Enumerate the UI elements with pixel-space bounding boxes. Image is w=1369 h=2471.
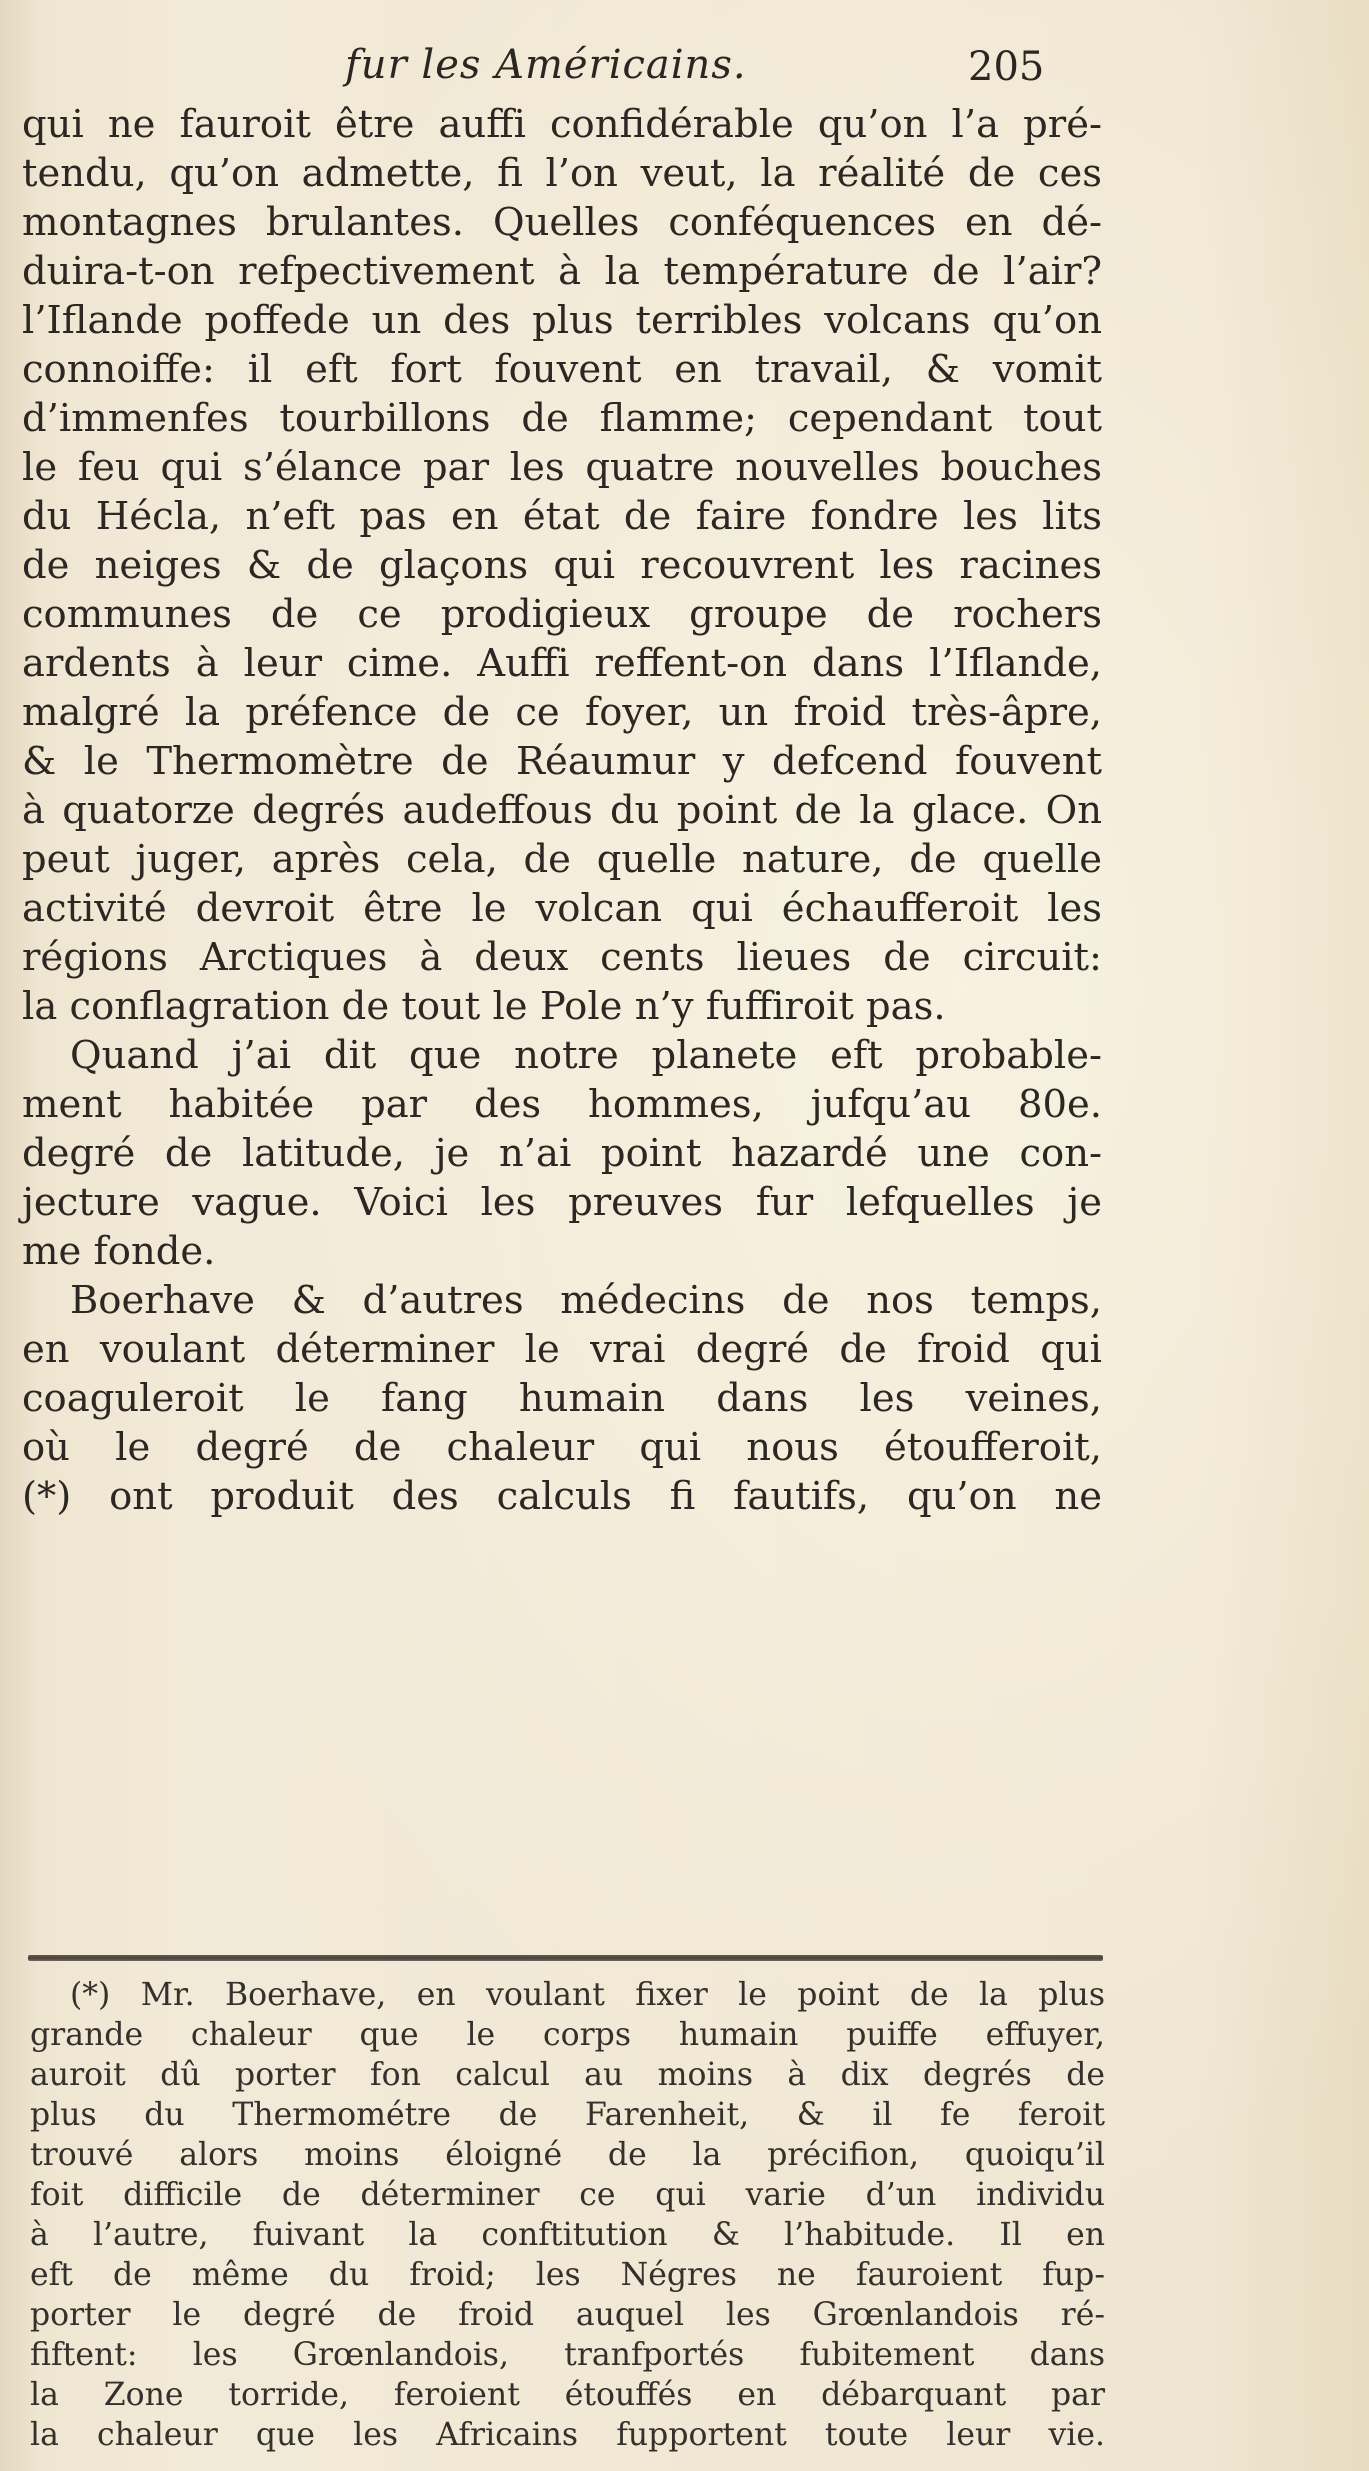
text-line: jecture vague. Voici les preuves fur lefquelles je xyxy=(22,1180,1102,1225)
page-number: 205 xyxy=(968,44,1045,90)
text-line: en voulant déterminer le vrai degré de froid qui xyxy=(22,1327,1102,1372)
page-header xyxy=(0,42,1369,102)
text-line: où le degré de chaleur qui nous étoufferoit, xyxy=(22,1425,1102,1470)
text-line: me fonde. xyxy=(22,1229,216,1274)
text-line: régions Arctiques à deux cents lieues de circuit: xyxy=(22,935,1102,980)
footnote-line: la Zone torride, feroient étouffés en débarquant par xyxy=(30,2377,1105,2413)
text-line: peut juger, après cela, de quelle nature, de quelle xyxy=(22,837,1102,882)
text-line: ardents à leur cime. Auffi reffent-on dans l’Iflande, xyxy=(22,641,1102,686)
text-line: Quand j’ai dit que notre planete eft probable- xyxy=(70,1033,1102,1078)
text-line: duira-t-on refpectivement à la température de l’air? xyxy=(22,249,1102,294)
text-line: connoiffe: il eft fort fouvent en travail, & vomit xyxy=(22,347,1102,392)
text-line: Boerhave & d’autres médecins de nos temps, xyxy=(70,1278,1102,1323)
text-line: qui ne fauroit être auffi confidérable qu’on l’a pré- xyxy=(22,102,1102,147)
text-line: d’immenfes tourbillons de flamme; cependant tout xyxy=(22,396,1102,441)
text-line: coaguleroit le fang humain dans les veines, xyxy=(22,1376,1102,1421)
footnote-line: auroit dû porter fon calcul au moins à dix degrés de xyxy=(30,2057,1105,2093)
text-line: activité devroit être le volcan qui échaufferoit les xyxy=(22,886,1102,931)
footnote-line: eft de même du froid; les Négres ne fauroient fup- xyxy=(30,2257,1105,2293)
footnote-line: foit difficile de déterminer ce qui varie d’un individu xyxy=(30,2177,1105,2213)
text-line: communes de ce prodigieux groupe de rochers xyxy=(22,592,1102,637)
text-line: malgré la préfence de ce foyer, un froid très-âpre, xyxy=(22,690,1102,735)
text-line: la conflagration de tout le Pole n’y fuffiroit pas. xyxy=(22,984,946,1029)
text-line: (*) ont produit des calculs fi fautifs, qu’on ne xyxy=(22,1474,1102,1519)
running-title: fur les Américains. xyxy=(345,42,747,88)
text-line: l’Iflande poffede un des plus terribles volcans qu’on xyxy=(22,298,1102,343)
text-line: de neiges & de glaçons qui recouvrent les racines xyxy=(22,543,1102,588)
text-line: montagnes brulantes. Quelles conféquences en dé- xyxy=(22,200,1102,245)
footnote-line: la chaleur que les Africains fupportent toute leur vie. xyxy=(30,2417,1105,2453)
text-line: à quatorze degrés audeffous du point de la glace. On xyxy=(22,788,1102,833)
footnote-line: fiftent: les Grœnlandois, tranfportés fubitement dans xyxy=(30,2337,1105,2373)
footnote-line: plus du Thermométre de Farenheit, & il fe feroit xyxy=(30,2097,1105,2133)
footnote-line: trouvé alors moins éloigné de la précifion, quoiqu’il xyxy=(30,2137,1105,2173)
text-line: & le Thermomètre de Réaumur y defcend fouvent xyxy=(22,739,1102,784)
text-line: du Hécla, n’eft pas en état de faire fondre les lits xyxy=(22,494,1102,539)
text-line: degré de latitude, je n’ai point hazardé une con- xyxy=(22,1131,1102,1176)
text-line: ment habitée par des hommes, jufqu’au 80e. xyxy=(22,1082,1102,1127)
text-line: tendu, qu’on admette, fi l’on veut, la réalité de ces xyxy=(22,151,1102,196)
footnote-line: à l’autre, fuivant la conftitution & l’habitude. Il en xyxy=(30,2217,1105,2253)
text-line: le feu qui s’élance par les quatre nouvelles bouches xyxy=(22,445,1102,490)
footnote-divider xyxy=(28,1955,1103,1961)
footnote-line: porter le degré de froid auquel les Grœnlandois ré- xyxy=(30,2297,1105,2333)
footnote-line: (*) Mr. Boerhave, en voulant fixer le point de la plus xyxy=(70,1977,1105,2013)
footnote-line: grande chaleur que le corps humain puiffe effuyer, xyxy=(30,2017,1105,2053)
